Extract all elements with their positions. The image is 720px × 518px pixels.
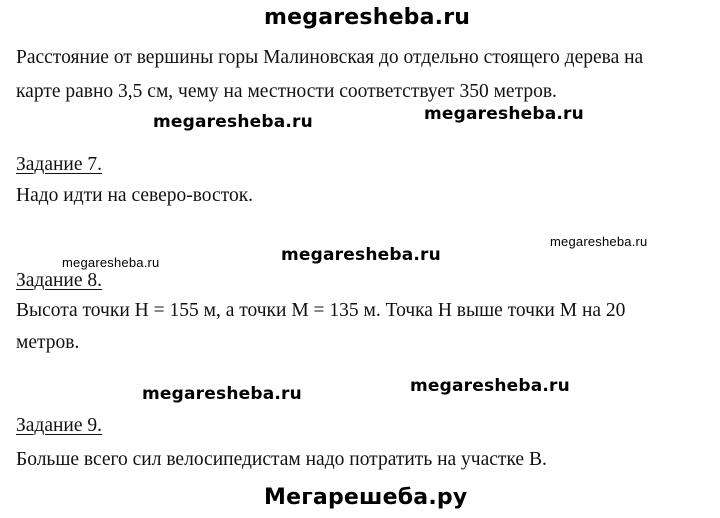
watermark-bottom: Мегарешеба.ру: [264, 485, 468, 510]
intro-line-2: карте равно 3,5 см, чему на местности соответствует 350 метров.: [16, 81, 557, 102]
task-8-line-2: метров.: [16, 332, 80, 353]
watermark-lower-left: megaresheba.ru: [142, 384, 302, 404]
watermark-top: megaresheba.ru: [264, 5, 471, 30]
task-8-heading: Задание 8.: [16, 270, 103, 291]
task-9-text: Больше всего сил велосипедистам надо потратить на участке В.: [16, 449, 547, 470]
watermark-center: megaresheba.ru: [281, 245, 441, 265]
task-7-heading: Задание 7.: [16, 154, 103, 175]
watermark-lower-right: megaresheba.ru: [410, 376, 570, 396]
watermark-small-left: megaresheba.ru: [62, 255, 160, 270]
task-9-heading: Задание 9.: [16, 415, 103, 436]
task-7-text: Надо идти на северо-восток.: [16, 185, 254, 206]
watermark-mid-left: megaresheba.ru: [153, 112, 313, 132]
task-8-line-1: Высота точки Н = 155 м, а точки М = 135 м. Точка Н выше точки М на 20: [16, 300, 626, 321]
watermark-mid-right: megaresheba.ru: [424, 104, 584, 124]
intro-line-1: Расстояние от вершины горы Малиновская до отдельно стоящего дерева на: [16, 47, 644, 68]
watermark-small-right: megaresheba.ru: [550, 234, 648, 249]
